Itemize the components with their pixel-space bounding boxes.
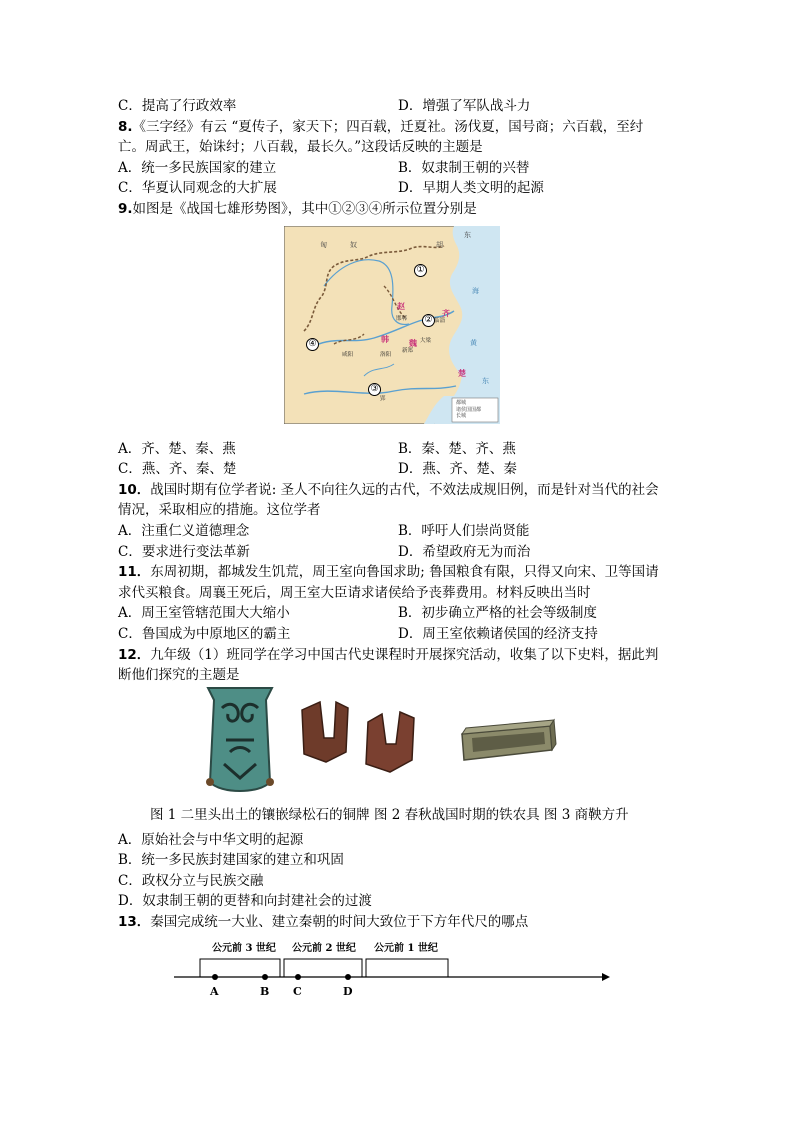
timeline-point-c (295, 974, 301, 980)
timeline-arrow (602, 973, 610, 981)
map-label-dong: 东 (464, 231, 471, 239)
map-marker-3: ③ (368, 383, 381, 396)
q13-timeline (170, 937, 610, 1007)
q8-option-b[interactable]: B．奴隶制王朝的兴替 (398, 159, 530, 176)
map-label-han: 韩 (381, 334, 389, 344)
map-label-sea: 海 (472, 287, 479, 295)
q10-option-c[interactable]: C．要求进行变法革新 (118, 543, 250, 560)
century-bracket-2 (284, 959, 362, 977)
map-label-xinzheng: 新郑 (402, 348, 414, 354)
map-label-luoyang: 洛阳 (380, 352, 392, 358)
iron-farm-tools-image (302, 702, 414, 772)
timeline-label-b[interactable]: B (260, 985, 270, 998)
map-label-ying: 郢 (380, 396, 386, 402)
q7-options-cd (118, 96, 678, 117)
q12-stem-line1 (118, 645, 678, 666)
q12-option-a[interactable]: A．原始社会与中华文明的起源 (118, 831, 304, 848)
q8-stem-text1: 《三字经》有云 “夏传子，家天下；四百载，迁夏社。汤伐夏，国号商；六百载，至纣 (132, 118, 644, 135)
century-bracket-1 (366, 959, 448, 977)
q13-stem (118, 912, 678, 933)
q7-option-c[interactable]: C．提高了行政效率 (118, 98, 237, 114)
shang-yang-square-measure-image (462, 720, 556, 760)
timeline-century-1: 公元前 1 世纪 (374, 943, 438, 954)
turquoise-bronze-plaque-image (206, 688, 274, 791)
q9-option-a[interactable]: A．齐、楚、秦、燕 (118, 440, 236, 457)
q8-option-c[interactable]: C．华夏认同观念的大扩展 (118, 180, 277, 197)
timeline-label-c[interactable]: C (293, 985, 302, 998)
map-label-wei: 魏 (409, 338, 417, 348)
q11-option-c[interactable]: C．鲁国成为中原地区的霸主 (118, 625, 291, 642)
q12-images-svg (200, 682, 620, 800)
map-legend-capital: 都城 (456, 400, 467, 406)
q9-option-c[interactable]: C．燕、齐、秦、楚 (118, 461, 237, 478)
q9-options-cd (118, 459, 678, 480)
map-legend-state-capital: 诸侯国国都 (456, 406, 482, 413)
timeline-point-d (345, 974, 351, 980)
map-label-qi: 齐 (442, 308, 450, 318)
q10-stem-text1: 战国时期有位学者说: 圣人不向往久远的古代，不效法成规旧例，而是针对当代的社会 (150, 481, 659, 498)
q11-stem-line2: 求代买粮食。周襄王死后，周王室大臣请求诸侯给予丧葬费用。材料反映出当时 (118, 584, 591, 601)
q7-option-d[interactable]: D．增强了军队战斗力 (398, 98, 531, 114)
q12-stem-line2: 断他们探究的主题是 (118, 667, 240, 684)
q10-option-b[interactable]: B．呼吁人们崇尚贤能 (398, 522, 530, 539)
timeline-century-3: 公元前 3 世纪 (212, 943, 276, 954)
q9-options-ab (118, 439, 678, 460)
q12-option-d[interactable]: D．奴隶制王朝的更替和向封建社会的过渡 (118, 893, 372, 910)
map-label-daliang: 大梁 (420, 338, 432, 344)
map-label-nu: 奴 (350, 241, 357, 249)
timeline-label-d[interactable]: D (343, 985, 353, 998)
map-label-handan: 邯郸 (396, 316, 408, 322)
q10-stem-line1 (118, 480, 678, 501)
map-legend (456, 400, 481, 420)
timeline-point-b (262, 974, 268, 980)
q11-number: 11． (118, 564, 151, 581)
map-marker-4: ④ (306, 338, 319, 351)
q12-caption: 图 1 二里头出土的镶嵌绿松石的铜牌 图 2 春秋战国时期的铁农具 图 3 商鞅方升 (150, 807, 629, 823)
q13-number: 13． (118, 914, 151, 931)
map-svg (284, 226, 500, 424)
q10-stem-line2: 情况，采取相应的措施。这位学者 (118, 502, 321, 519)
q8-option-a[interactable]: A．统一多民族国家的建立 (118, 159, 277, 176)
q11-option-d[interactable]: D．周王室依赖诸侯国的经济支持 (398, 625, 598, 642)
q12-option-c[interactable]: C．政权分立与民族交融 (118, 872, 264, 889)
q13-stem-text: 秦国完成统一大业、建立秦朝的时间大致位于下方年代尺的哪点 (150, 914, 529, 931)
q9-number: 9. (118, 200, 133, 217)
q11-stem-text1: 东周初期，都城发生饥荒，周王室向鲁国求助; 鲁国粮食有限，只得又向宋、卫等国请 (150, 564, 659, 581)
q8-stem-line1 (118, 117, 678, 138)
q10-options-cd (118, 542, 678, 563)
q8-option-d[interactable]: D．早期人类文明的起源 (398, 180, 544, 197)
map-label-chu: 楚 (458, 368, 466, 378)
q9-stem (118, 199, 678, 220)
map-label-east: 东 (482, 377, 489, 385)
q9-option-d[interactable]: D．燕、齐、楚、秦 (398, 461, 517, 478)
q9-option-b[interactable]: B．秦、楚、齐、燕 (398, 440, 516, 457)
q11-option-b[interactable]: B．初步确立严格的社会等级制度 (398, 605, 597, 622)
map-label-zhao: 赵 (397, 301, 405, 311)
q10-number: 10． (118, 481, 151, 498)
warring-states-map (284, 226, 500, 424)
q8-stem-line2: 亡。周武王，始诛纣；八百载，最长久。”这段话反映的主题是 (118, 139, 483, 156)
q8-options-ab (118, 158, 678, 179)
map-label-hu: 胡 (436, 241, 443, 249)
q8-options-cd (118, 178, 678, 199)
map-legend-wall: 长城 (456, 413, 467, 419)
q11-option-a[interactable]: A．周王室管辖范围大大缩小 (118, 605, 290, 622)
map-label-linzi: 临淄 (434, 318, 446, 324)
q12-artifact-images (200, 682, 620, 800)
q12-number: 12． (118, 646, 151, 663)
q10-options-ab (118, 521, 678, 542)
q10-option-a[interactable]: A．注重仁义道德理念 (118, 522, 250, 539)
q10-option-d[interactable]: D．希望政府无为而治 (398, 543, 531, 560)
q9-stem-text: 如图是《战国七雄形势图》，其中①②③④所示位置分别是 (132, 200, 477, 217)
q11-stem-line1 (118, 562, 678, 583)
timeline-century-2: 公元前 2 世纪 (292, 943, 356, 954)
map-label-xianyang: 咸阳 (342, 352, 354, 358)
q11-options-ab (118, 603, 678, 624)
century-bracket-3 (200, 959, 280, 977)
timeline-label-a[interactable]: A (210, 985, 219, 998)
q8-number: 8. (118, 118, 133, 135)
map-marker-1: ① (414, 264, 427, 277)
q12-stem-text1: 九年级（1）班同学在学习中国古代史课程时开展探究活动，收集了以下史料，据此判 (150, 646, 659, 663)
map-label-yellow: 黄 (470, 339, 477, 347)
q11-options-cd (118, 624, 678, 645)
map-label-xiong: 匈 (320, 241, 327, 249)
q12-option-b[interactable]: B．统一多民族封建国家的建立和巩固 (118, 852, 344, 869)
timeline-point-a (212, 974, 218, 980)
map-marker-2: ② (422, 314, 435, 327)
